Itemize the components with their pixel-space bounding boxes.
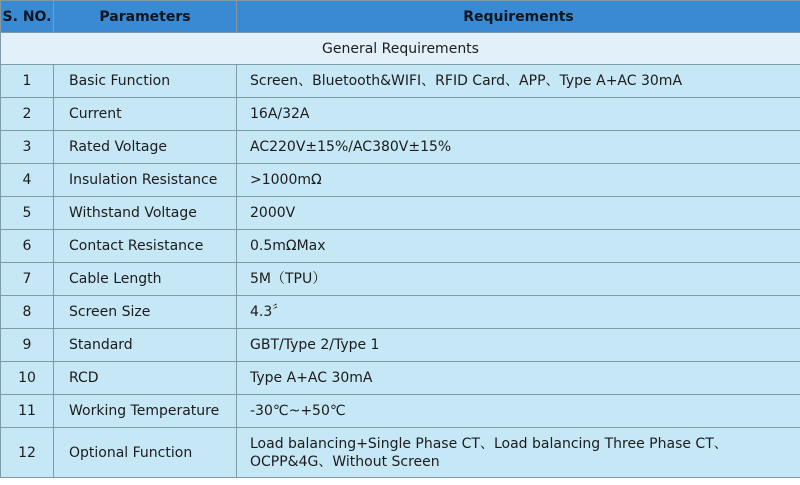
row-number: 10 — [1, 362, 54, 395]
requirement-line: GBT/Type 2/Type 1 — [250, 337, 380, 353]
parameter-name: Contact Resistance — [54, 230, 237, 263]
section-title: General Requirements — [1, 33, 800, 65]
requirement-line: 16A/32A — [250, 106, 310, 122]
table-row — [1, 197, 800, 230]
table-row — [1, 65, 800, 98]
requirement-value — [237, 395, 800, 428]
parameter-name: Optional Function — [54, 428, 237, 478]
requirement-value — [237, 197, 800, 230]
row-number: 12 — [1, 428, 54, 478]
header-requirements: Requirements — [237, 1, 800, 33]
row-number: 6 — [1, 230, 54, 263]
requirement-line: >1000mΩ — [250, 172, 322, 188]
section-row — [1, 33, 800, 65]
parameter-name: Working Temperature — [54, 395, 237, 428]
parameter-name: RCD — [54, 362, 237, 395]
table-row — [1, 263, 800, 296]
table-row — [1, 296, 800, 329]
table-row — [1, 98, 800, 131]
row-number: 9 — [1, 329, 54, 362]
row-number: 11 — [1, 395, 54, 428]
table-row — [1, 164, 800, 197]
requirement-line: 2000V — [250, 205, 296, 221]
row-number: 3 — [1, 131, 54, 164]
row-number: 4 — [1, 164, 54, 197]
requirement-line: Screen、Bluetooth&WIFI、RFID Card、APP、Type A+AC 30mA — [250, 73, 683, 89]
requirement-value — [237, 65, 800, 98]
parameter-name: Basic Function — [54, 65, 237, 98]
requirement-value — [237, 164, 800, 197]
parameter-name: Standard — [54, 329, 237, 362]
row-number: 7 — [1, 263, 54, 296]
table-row — [1, 230, 800, 263]
table-row — [1, 362, 800, 395]
parameter-name: Withstand Voltage — [54, 197, 237, 230]
requirement-line: Load balancing+Single Phase CT、Load balancing Three Phase CT、 — [250, 435, 728, 452]
row-number: 1 — [1, 65, 54, 98]
requirement-value — [237, 296, 800, 329]
parameter-name: Cable Length — [54, 263, 237, 296]
requirement-value — [237, 263, 800, 296]
requirement-line: 5M（TPU） — [250, 271, 327, 287]
row-number: 8 — [1, 296, 54, 329]
requirement-value — [237, 428, 800, 478]
table-row — [1, 131, 800, 164]
table-row — [1, 329, 800, 362]
table-row — [1, 428, 800, 478]
requirement-value — [237, 362, 800, 395]
requirement-value — [237, 98, 800, 131]
requirement-line: OCPP&4G、Without Screen — [250, 453, 440, 470]
parameter-name: Insulation Resistance — [54, 164, 237, 197]
requirement-value — [237, 230, 800, 263]
requirement-line: AC220V±15%/AC380V±15% — [250, 139, 452, 155]
requirement-line: Type A+AC 30mA — [250, 370, 373, 386]
requirement-value — [237, 329, 800, 362]
parameter-name: Screen Size — [54, 296, 237, 329]
row-number: 5 — [1, 197, 54, 230]
requirement-value — [237, 131, 800, 164]
header-row — [1, 1, 800, 33]
parameter-name: Current — [54, 98, 237, 131]
header-parameters: Parameters — [54, 1, 237, 33]
header-sno: S. NO. — [1, 1, 54, 33]
parameter-name: Rated Voltage — [54, 131, 237, 164]
row-number: 2 — [1, 98, 54, 131]
requirement-line: -30℃~+50℃ — [250, 403, 346, 419]
requirement-line: 4.3〞 — [250, 304, 287, 320]
table-row — [1, 395, 800, 428]
requirement-line: 0.5mΩMax — [250, 238, 326, 254]
